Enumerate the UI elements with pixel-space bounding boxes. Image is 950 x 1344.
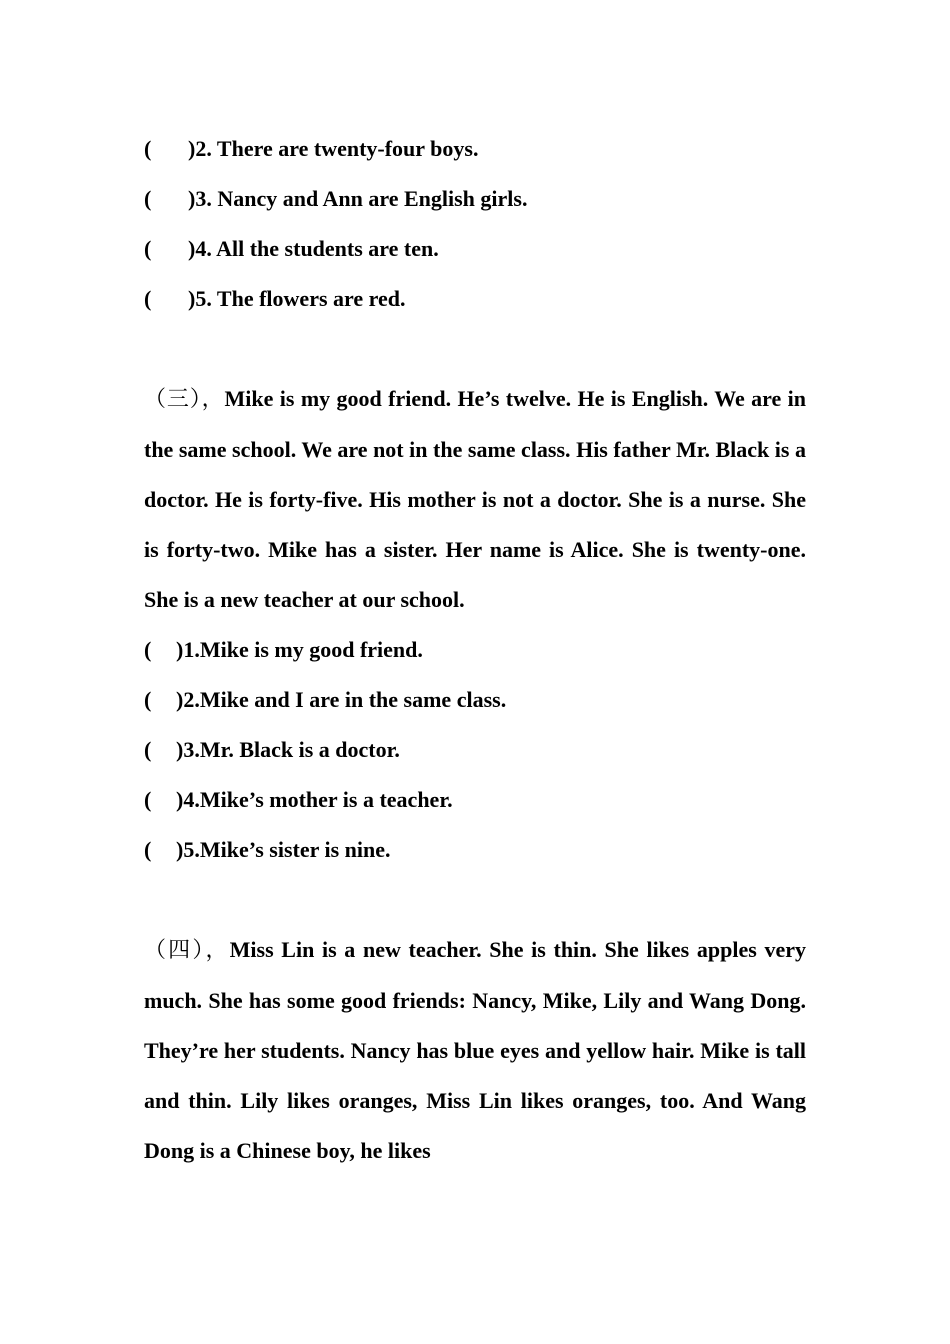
part3-question-2 bbox=[144, 675, 806, 725]
part4-passage-text: Miss Lin is a new teacher. She is thin. She likes apples very much. She has some good friends: Nancy, Mike, Lily and Wang Dong. They’re her students. Nancy has blue eyes and yellow hair. Mike is tall and thin. Lily likes oranges, Miss Lin likes oranges, too. And Wang Dong is a Chinese boy, he likes bbox=[144, 937, 806, 1163]
question-text: )3.Mr. Black is a doctor. bbox=[176, 737, 400, 762]
part4-label: （四）， bbox=[144, 938, 230, 963]
section-gap bbox=[144, 324, 806, 374]
answer-bracket[interactable]: ( bbox=[144, 637, 152, 662]
answer-bracket[interactable]: ( bbox=[144, 687, 152, 712]
part3-passage bbox=[144, 374, 806, 625]
answer-bracket[interactable]: ( bbox=[144, 186, 152, 211]
answer-bracket[interactable]: ( bbox=[144, 136, 152, 161]
answer-bracket[interactable]: ( bbox=[144, 837, 152, 862]
part3-question-3 bbox=[144, 725, 806, 775]
answer-bracket[interactable]: ( bbox=[144, 737, 152, 762]
question-text: )5.Mike’s sister is nine. bbox=[176, 837, 391, 862]
part3-passage-text: Mike is my good friend. He’s twelve. He is English. We are in the same school. We are not in the same class. His father Mr. Black is a doctor. He is forty-five. His mother is not a doctor. She is a nurse. She is forty-two. Mike has a sister. Her name is Alice. She is twenty-one. She is a new teacher at our school. bbox=[144, 386, 806, 612]
question-text: )4.Mike’s mother is a teacher. bbox=[176, 787, 453, 812]
question-text: )2.Mike and I are in the same class. bbox=[176, 687, 507, 712]
part2-question-4 bbox=[144, 224, 806, 274]
answer-bracket[interactable]: ( bbox=[144, 787, 152, 812]
part3-label: （三）， bbox=[144, 387, 225, 412]
section-gap bbox=[144, 875, 806, 925]
part2-question-3 bbox=[144, 174, 806, 224]
question-text: )4. All the students are ten. bbox=[188, 236, 439, 261]
part3-question-4 bbox=[144, 775, 806, 825]
part4-passage bbox=[144, 925, 806, 1176]
question-text: )3. Nancy and Ann are English girls. bbox=[188, 186, 528, 211]
question-text: )5. The flowers are red. bbox=[188, 286, 406, 311]
answer-bracket[interactable]: ( bbox=[144, 236, 152, 261]
part2-question-2 bbox=[144, 124, 806, 174]
question-text: )2. There are twenty-four boys. bbox=[188, 136, 479, 161]
part3-question-1 bbox=[144, 625, 806, 675]
part2-question-5 bbox=[144, 274, 806, 324]
answer-bracket[interactable]: ( bbox=[144, 286, 152, 311]
part3-question-5 bbox=[144, 825, 806, 875]
worksheet-page bbox=[144, 124, 806, 1176]
question-text: )1.Mike is my good friend. bbox=[176, 637, 423, 662]
